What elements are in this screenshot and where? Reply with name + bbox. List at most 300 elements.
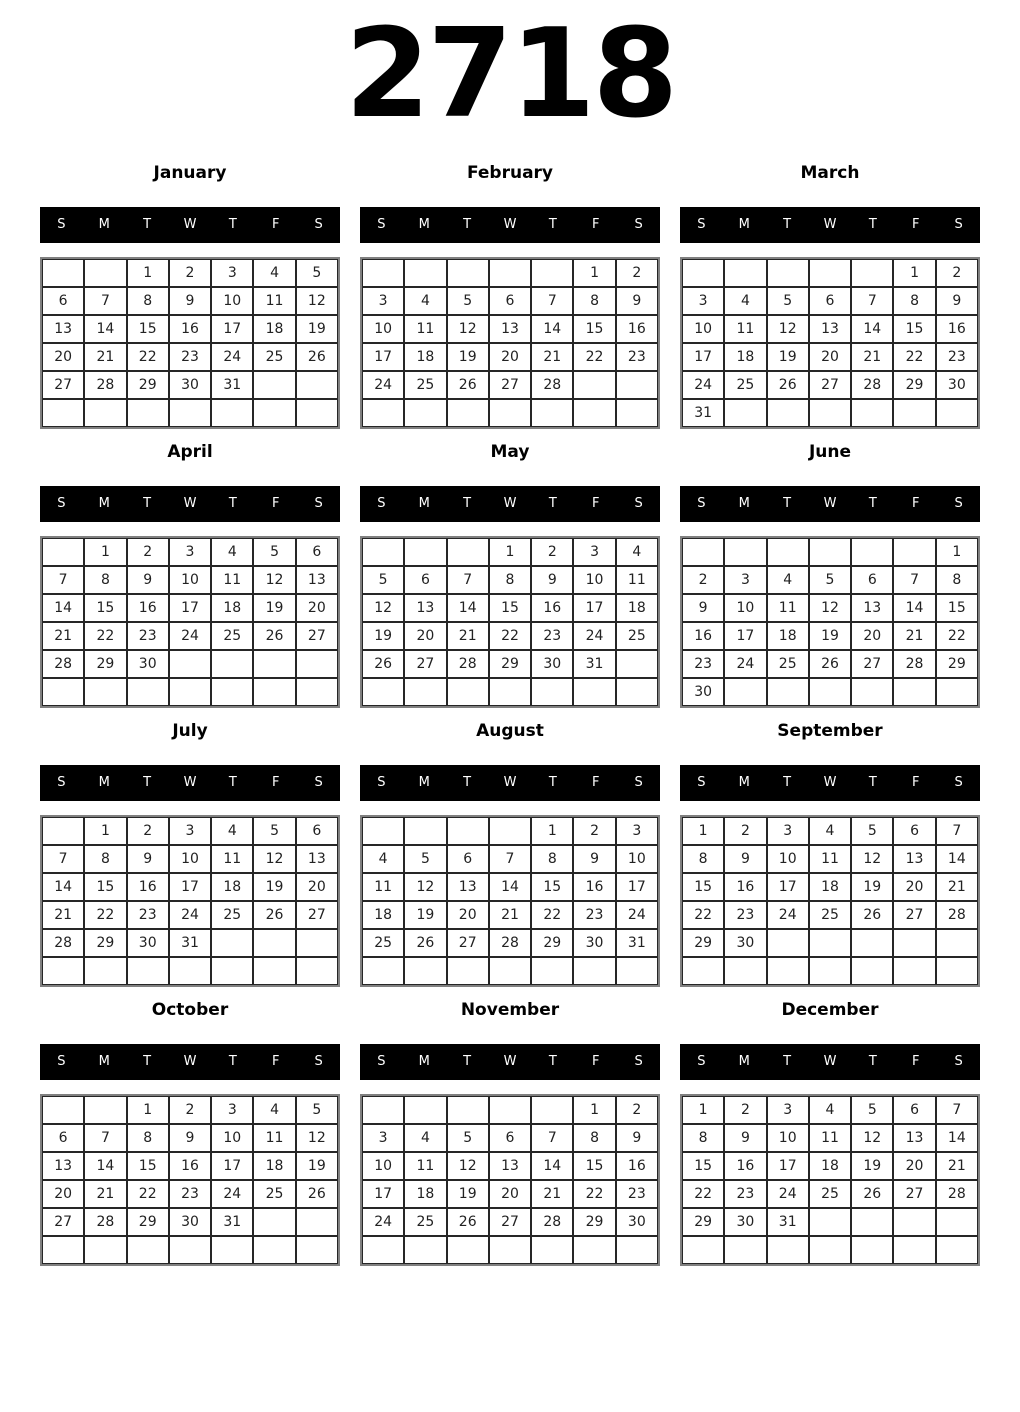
day-cell: 1: [893, 259, 935, 287]
day-cell: [127, 957, 169, 985]
weekday-label: S: [954, 1054, 963, 1069]
day-cell: 22: [936, 622, 978, 650]
day-cell: 20: [851, 622, 893, 650]
day-cell: 21: [893, 622, 935, 650]
day-cell: [893, 538, 935, 566]
day-cell: 1: [531, 817, 573, 845]
day-cell: 16: [724, 873, 766, 901]
month-title: July: [172, 721, 208, 741]
day-cell: 27: [893, 901, 935, 929]
day-cell: 19: [447, 343, 489, 371]
day-cell: 24: [616, 901, 658, 929]
day-cell: 8: [936, 566, 978, 594]
day-cell: [851, 538, 893, 566]
day-cell: [724, 399, 766, 427]
weekday-header: [360, 1044, 660, 1080]
day-cell: 12: [404, 873, 446, 901]
day-cell: 27: [447, 929, 489, 957]
day-cell: 17: [616, 873, 658, 901]
day-cell: [447, 259, 489, 287]
day-cell: 14: [447, 594, 489, 622]
day-cell: 10: [767, 1124, 809, 1152]
month-title: August: [476, 721, 544, 741]
day-cell: [573, 371, 615, 399]
day-cell: 28: [84, 371, 126, 399]
day-cell: 4: [767, 566, 809, 594]
day-cell: 31: [767, 1208, 809, 1236]
day-cell: 22: [489, 622, 531, 650]
weekday-label: F: [911, 1054, 920, 1069]
day-cell: 3: [211, 259, 253, 287]
day-cell: 14: [531, 315, 573, 343]
day-cell: 24: [169, 622, 211, 650]
day-cell: 20: [42, 343, 84, 371]
day-cell: 10: [362, 315, 404, 343]
day-cell: [296, 1208, 338, 1236]
day-cell: 5: [767, 287, 809, 315]
day-cell: [724, 259, 766, 287]
day-cell: [84, 1096, 126, 1124]
day-cell: 25: [404, 371, 446, 399]
day-cell: 31: [682, 399, 724, 427]
day-cell: 19: [362, 622, 404, 650]
day-cell: 2: [127, 538, 169, 566]
day-cell: 6: [489, 287, 531, 315]
day-cell: 15: [127, 315, 169, 343]
day-cell: [211, 650, 253, 678]
day-cell: 12: [296, 287, 338, 315]
day-cell: 15: [893, 315, 935, 343]
day-cell: [362, 678, 404, 706]
day-cell: [489, 678, 531, 706]
day-cell: [253, 1208, 295, 1236]
day-cell: [253, 371, 295, 399]
day-cell: [42, 1096, 84, 1124]
day-cell: 17: [169, 594, 211, 622]
weekday-header: [680, 207, 980, 243]
day-cell: 9: [169, 1124, 211, 1152]
day-cell: [42, 1236, 84, 1264]
day-cell: 7: [936, 817, 978, 845]
weekday-label: M: [98, 1054, 110, 1069]
day-cell: [936, 1208, 978, 1236]
day-cell: 7: [936, 1096, 978, 1124]
day-cell: 25: [616, 622, 658, 650]
day-cell: 26: [447, 1208, 489, 1236]
day-cell: 13: [296, 845, 338, 873]
day-cell: 21: [447, 622, 489, 650]
day-cell: [851, 957, 893, 985]
day-cell: 20: [404, 622, 446, 650]
day-cell: 26: [362, 650, 404, 678]
day-cell: [616, 399, 658, 427]
weekday-label: F: [271, 217, 280, 232]
day-cell: [531, 1096, 573, 1124]
day-cell: [296, 371, 338, 399]
day-cell: [616, 1236, 658, 1264]
day-cell: 10: [211, 1124, 253, 1152]
weekday-label: F: [911, 217, 920, 232]
day-cell: [767, 957, 809, 985]
day-cell: [573, 678, 615, 706]
weekday-label: M: [418, 1054, 430, 1069]
weekday-label: F: [591, 217, 600, 232]
day-cell: 16: [682, 622, 724, 650]
weekday-label: S: [954, 217, 963, 232]
day-cell: 3: [767, 817, 809, 845]
day-cell: 19: [404, 901, 446, 929]
calendar-grid: [360, 536, 660, 708]
weekday-header: [360, 765, 660, 801]
day-cell: 22: [573, 1180, 615, 1208]
day-cell: 28: [531, 371, 573, 399]
weekday-label: S: [954, 496, 963, 511]
calendar-grid: [680, 815, 980, 987]
day-cell: [531, 399, 573, 427]
day-cell: 27: [489, 1208, 531, 1236]
day-cell: 29: [84, 650, 126, 678]
day-cell: 28: [936, 1180, 978, 1208]
day-cell: 20: [489, 1180, 531, 1208]
day-cell: 4: [724, 287, 766, 315]
year-calendar: [0, 150, 1020, 1266]
day-cell: 2: [616, 1096, 658, 1124]
day-cell: 1: [127, 1096, 169, 1124]
day-cell: 26: [809, 650, 851, 678]
year-title: 2718: [344, 3, 676, 146]
day-cell: 7: [42, 566, 84, 594]
weekday-label: F: [591, 775, 600, 790]
day-cell: [169, 650, 211, 678]
day-cell: 6: [447, 845, 489, 873]
day-cell: 6: [893, 1096, 935, 1124]
day-cell: 3: [169, 538, 211, 566]
day-cell: 20: [893, 873, 935, 901]
day-cell: 27: [809, 371, 851, 399]
day-cell: 11: [253, 287, 295, 315]
day-cell: 21: [489, 901, 531, 929]
day-cell: [809, 1236, 851, 1264]
day-cell: 26: [296, 1180, 338, 1208]
month-block: [40, 150, 340, 429]
day-cell: 29: [682, 929, 724, 957]
day-cell: 8: [531, 845, 573, 873]
month-title: September: [777, 721, 883, 741]
day-cell: 15: [127, 1152, 169, 1180]
day-cell: [447, 957, 489, 985]
day-cell: [404, 957, 446, 985]
day-cell: 10: [211, 287, 253, 315]
day-cell: 27: [851, 650, 893, 678]
day-cell: 27: [42, 1208, 84, 1236]
weekday-label: T: [783, 1054, 792, 1069]
month-row: [40, 708, 980, 987]
day-cell: 27: [404, 650, 446, 678]
day-cell: 1: [936, 538, 978, 566]
day-cell: 15: [682, 1152, 724, 1180]
day-cell: 20: [447, 901, 489, 929]
day-cell: [489, 1096, 531, 1124]
day-cell: [531, 957, 573, 985]
day-cell: 30: [169, 1208, 211, 1236]
day-cell: 30: [682, 678, 724, 706]
day-cell: [851, 1208, 893, 1236]
day-cell: 18: [253, 1152, 295, 1180]
weekday-header: [680, 1044, 980, 1080]
day-cell: [489, 399, 531, 427]
day-cell: [42, 399, 84, 427]
day-cell: 1: [573, 259, 615, 287]
day-cell: [447, 399, 489, 427]
weekday-label: T: [143, 496, 152, 511]
day-cell: 11: [809, 1124, 851, 1152]
month-block: [680, 429, 980, 708]
day-cell: 20: [809, 343, 851, 371]
day-cell: 23: [531, 622, 573, 650]
day-cell: 5: [447, 287, 489, 315]
day-cell: 6: [296, 817, 338, 845]
day-cell: [851, 399, 893, 427]
day-cell: 11: [616, 566, 658, 594]
day-cell: 2: [724, 1096, 766, 1124]
day-cell: 21: [42, 901, 84, 929]
weekday-header: [40, 765, 340, 801]
day-cell: 7: [489, 845, 531, 873]
day-cell: 6: [404, 566, 446, 594]
month-block: [360, 987, 660, 1266]
day-cell: 3: [616, 817, 658, 845]
day-cell: [404, 1096, 446, 1124]
day-cell: [404, 538, 446, 566]
day-cell: 7: [84, 1124, 126, 1152]
day-cell: 5: [809, 566, 851, 594]
day-cell: 1: [489, 538, 531, 566]
day-cell: [42, 817, 84, 845]
day-cell: 4: [253, 1096, 295, 1124]
day-cell: 29: [489, 650, 531, 678]
weekday-label: S: [634, 1054, 643, 1069]
day-cell: 23: [616, 1180, 658, 1208]
day-cell: 5: [851, 817, 893, 845]
day-cell: 12: [851, 845, 893, 873]
day-cell: 9: [724, 1124, 766, 1152]
weekday-label: S: [697, 1054, 706, 1069]
day-cell: 12: [362, 594, 404, 622]
day-cell: [936, 929, 978, 957]
day-cell: 16: [616, 315, 658, 343]
day-cell: [724, 678, 766, 706]
day-cell: 23: [682, 650, 724, 678]
day-cell: [531, 678, 573, 706]
day-cell: 5: [253, 538, 295, 566]
day-cell: 24: [767, 1180, 809, 1208]
day-cell: [253, 650, 295, 678]
day-cell: 30: [531, 650, 573, 678]
day-cell: 14: [42, 873, 84, 901]
day-cell: [447, 1236, 489, 1264]
day-cell: 19: [296, 1152, 338, 1180]
weekday-label: M: [738, 775, 750, 790]
weekday-label: F: [271, 496, 280, 511]
day-cell: 24: [362, 371, 404, 399]
calendar-grid: [40, 257, 340, 429]
month-block: [680, 987, 980, 1266]
day-cell: 3: [767, 1096, 809, 1124]
weekday-label: T: [868, 775, 877, 790]
day-cell: 11: [362, 873, 404, 901]
weekday-label: S: [57, 217, 66, 232]
day-cell: 21: [531, 1180, 573, 1208]
day-cell: [253, 929, 295, 957]
day-cell: [253, 957, 295, 985]
day-cell: [724, 957, 766, 985]
weekday-label: W: [823, 1054, 837, 1069]
day-cell: [809, 1208, 851, 1236]
month-row: [40, 150, 980, 429]
day-cell: 26: [404, 929, 446, 957]
day-cell: 27: [893, 1180, 935, 1208]
day-cell: [767, 399, 809, 427]
weekday-label: M: [738, 496, 750, 511]
day-cell: 11: [809, 845, 851, 873]
day-cell: 1: [682, 817, 724, 845]
day-cell: 6: [42, 1124, 84, 1152]
day-cell: [489, 957, 531, 985]
day-cell: [296, 399, 338, 427]
weekday-label: T: [783, 217, 792, 232]
day-cell: 17: [767, 873, 809, 901]
day-cell: 8: [893, 287, 935, 315]
day-cell: 24: [724, 650, 766, 678]
day-cell: 7: [42, 845, 84, 873]
weekday-label: T: [228, 1054, 237, 1069]
day-cell: 26: [851, 901, 893, 929]
day-cell: 23: [169, 343, 211, 371]
day-cell: [127, 678, 169, 706]
day-cell: 19: [447, 1180, 489, 1208]
day-cell: 15: [84, 594, 126, 622]
day-cell: 28: [936, 901, 978, 929]
day-cell: [296, 678, 338, 706]
day-cell: 30: [616, 1208, 658, 1236]
day-cell: 15: [489, 594, 531, 622]
weekday-header: [360, 207, 660, 243]
day-cell: 28: [489, 929, 531, 957]
day-cell: [936, 399, 978, 427]
day-cell: 12: [296, 1124, 338, 1152]
weekday-label: S: [314, 1054, 323, 1069]
day-cell: 5: [447, 1124, 489, 1152]
weekday-label: S: [697, 775, 706, 790]
weekday-label: F: [911, 775, 920, 790]
day-cell: 1: [84, 817, 126, 845]
day-cell: [936, 1236, 978, 1264]
day-cell: 4: [809, 1096, 851, 1124]
day-cell: [296, 957, 338, 985]
weekday-label: S: [314, 217, 323, 232]
calendar-grid: [360, 815, 660, 987]
day-cell: 22: [84, 622, 126, 650]
day-cell: 18: [767, 622, 809, 650]
day-cell: 16: [936, 315, 978, 343]
day-cell: 15: [682, 873, 724, 901]
weekday-label: W: [823, 217, 837, 232]
weekday-header: [40, 486, 340, 522]
day-cell: 22: [893, 343, 935, 371]
weekday-label: F: [591, 1054, 600, 1069]
day-cell: 22: [531, 901, 573, 929]
weekday-label: S: [377, 775, 386, 790]
day-cell: [682, 259, 724, 287]
day-cell: 26: [253, 901, 295, 929]
day-cell: 17: [362, 1180, 404, 1208]
day-cell: 18: [724, 343, 766, 371]
day-cell: 23: [573, 901, 615, 929]
day-cell: 17: [682, 343, 724, 371]
day-cell: 25: [253, 343, 295, 371]
day-cell: 4: [404, 287, 446, 315]
day-cell: [767, 538, 809, 566]
day-cell: 15: [531, 873, 573, 901]
day-cell: 27: [296, 901, 338, 929]
day-cell: 5: [362, 566, 404, 594]
day-cell: [42, 678, 84, 706]
weekday-label: W: [183, 1054, 197, 1069]
day-cell: 4: [809, 817, 851, 845]
weekday-label: W: [503, 496, 517, 511]
day-cell: 24: [362, 1208, 404, 1236]
day-cell: 8: [682, 845, 724, 873]
day-cell: [296, 929, 338, 957]
day-cell: [724, 1236, 766, 1264]
day-cell: [616, 650, 658, 678]
day-cell: 16: [724, 1152, 766, 1180]
day-cell: 7: [531, 1124, 573, 1152]
day-cell: 15: [936, 594, 978, 622]
day-cell: 2: [531, 538, 573, 566]
weekday-label: W: [503, 1054, 517, 1069]
day-cell: 28: [447, 650, 489, 678]
day-cell: 17: [724, 622, 766, 650]
day-cell: 4: [253, 259, 295, 287]
day-cell: 17: [767, 1152, 809, 1180]
day-cell: 3: [362, 1124, 404, 1152]
day-cell: [851, 259, 893, 287]
day-cell: 22: [682, 901, 724, 929]
day-cell: 20: [296, 873, 338, 901]
day-cell: [362, 1236, 404, 1264]
weekday-label: F: [271, 1054, 280, 1069]
day-cell: 14: [42, 594, 84, 622]
day-cell: 28: [42, 929, 84, 957]
weekday-label: S: [634, 496, 643, 511]
day-cell: 11: [724, 315, 766, 343]
calendar-grid: [680, 536, 980, 708]
day-cell: 22: [682, 1180, 724, 1208]
day-cell: [84, 678, 126, 706]
day-cell: 23: [936, 343, 978, 371]
weekday-label: T: [783, 496, 792, 511]
day-cell: [42, 259, 84, 287]
day-cell: 2: [573, 817, 615, 845]
day-cell: [211, 399, 253, 427]
weekday-label: S: [634, 217, 643, 232]
day-cell: 30: [724, 1208, 766, 1236]
weekday-label: T: [143, 775, 152, 790]
day-cell: 12: [851, 1124, 893, 1152]
day-cell: 18: [253, 315, 295, 343]
day-cell: 24: [211, 1180, 253, 1208]
